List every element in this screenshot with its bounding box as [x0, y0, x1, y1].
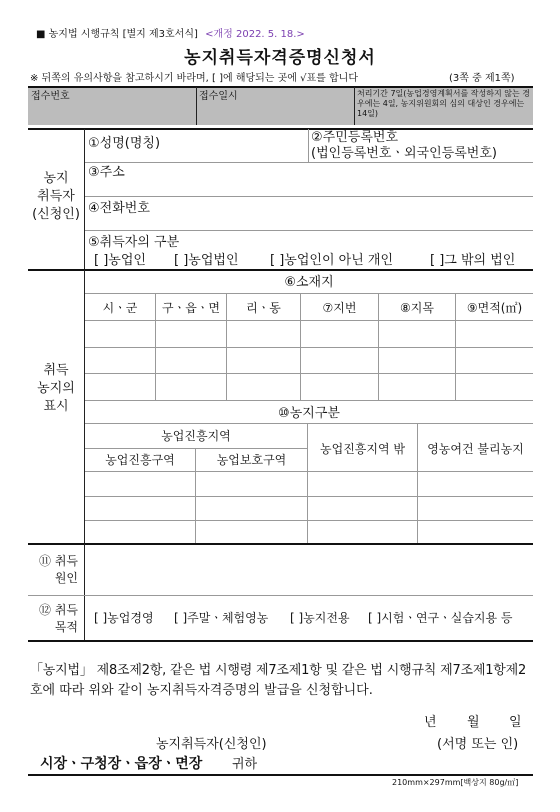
col-gueupmyeon: 구ㆍ읍ㆍ면 [162, 301, 220, 315]
cause-field[interactable] [85, 545, 533, 594]
unfavorable-land-label: 영농여건 불리농지 [427, 442, 524, 456]
type-option-farmer[interactable]: [ ]농업인 [94, 253, 146, 268]
month-label: 월 [467, 715, 480, 730]
purpose-option-farming[interactable]: [ ]농업경영 [94, 611, 154, 625]
year-label: 년 [424, 715, 437, 730]
outside-promotion-label: 농업진흥지역 밖 [320, 442, 405, 456]
processing-period: 처리기간 7일(농업경영계획서를 작성하지 않는 경우에는 4일, 농지위원회의 심의 대상인 경우에는 14일) [357, 89, 530, 118]
law-reference: ■ 농지법 시행규칙 [별지 제3호서식] <개정 2022. 5. 18.> [36, 29, 305, 40]
signature-field[interactable]: (서명 또는 인) [437, 737, 519, 752]
type-option-other-corp[interactable]: [ ]그 밖의 법인 [430, 253, 516, 268]
purpose-option-research[interactable]: [ ]시험ㆍ연구ㆍ실습지용 등 [368, 611, 513, 625]
location-label: ⑥소재지 [284, 275, 334, 290]
location-row[interactable] [85, 373, 533, 374]
declaration-line-2: 호에 따라 위와 같이 농지취득자격증명의 발급을 신청합니다. [30, 683, 373, 698]
protection-zone-label: 농업보호구역 [216, 453, 287, 467]
addressee: 시장ㆍ구청장ㆍ읍장ㆍ면장 [40, 756, 203, 772]
revision-note: <개정 2022. 5. 18.> [205, 29, 305, 40]
form-title: 농지취득자격증명신청서 [184, 48, 376, 68]
page-indicator: (3쪽 중 제1쪽) [449, 73, 515, 84]
check-notice: ※ 뒤쪽의 유의사항을 참고하시기 바라며, [ ]에 해당되는 곳에 √표를 합니다 [30, 73, 358, 84]
division-row[interactable] [85, 496, 533, 497]
location-row[interactable] [85, 347, 533, 348]
declaration-line-1: 「농지법」 제8조제2항, 같은 법 시행령 제7조제1항 및 같은 법 시행규칙 제7조제1항제2 [30, 663, 527, 678]
paper-spec: 210mm×297mm[백상지 80g/㎡] [392, 778, 519, 787]
type-option-individual[interactable]: [ ]농업인이 아닌 개인 [270, 253, 394, 268]
rrn-sub-label: (법인등록번호ㆍ외국인등록번호) [311, 146, 497, 161]
col-jibeon: ⑦지번 [322, 301, 357, 315]
applicant-sign-label: 농지취득자(신청인) [156, 737, 267, 752]
receipt-number-label: 접수번호 [31, 91, 70, 102]
purpose-label: ⑫ 취득 목적 [39, 603, 78, 634]
purpose-option-weekend[interactable]: [ ]주말ㆍ체험영농 [174, 611, 269, 625]
day-label: 일 [509, 715, 522, 730]
col-sigun: 시ㆍ군 [102, 301, 138, 315]
receipt-date-label: 접수일시 [199, 91, 238, 102]
applicant-type-label: ⑤취득자의 구분 [88, 235, 180, 250]
division-row[interactable] [85, 520, 533, 521]
rrn-label: ②주민등록번호 [311, 130, 399, 145]
purpose-option-conversion[interactable]: [ ]농지전용 [290, 611, 350, 625]
cause-label: ⑪ 취득 원인 [39, 554, 78, 585]
promotion-area-label: 농업진흥지역 [161, 429, 231, 443]
promotion-zone-label: 농업진흥구역 [105, 453, 175, 467]
farmland-section-label: 취득 농지의 표시 [37, 363, 75, 414]
honorific: 귀하 [232, 757, 258, 772]
col-area: ⑨면적(㎡) [466, 301, 523, 315]
col-ridong: 리ㆍ동 [246, 301, 281, 315]
type-option-farm-corp[interactable]: [ ]농업법인 [174, 253, 239, 268]
applicant-section-label: 농지 취득자 (신청인) [32, 171, 80, 222]
phone-label: ④전화번호 [88, 201, 150, 216]
address-label: ③주소 [88, 165, 125, 180]
name-label: ①성명(명칭) [88, 136, 161, 151]
col-jimok: ⑧지목 [400, 301, 434, 315]
location-row[interactable] [85, 400, 533, 401]
division-label: ⑩농지구분 [278, 406, 340, 421]
